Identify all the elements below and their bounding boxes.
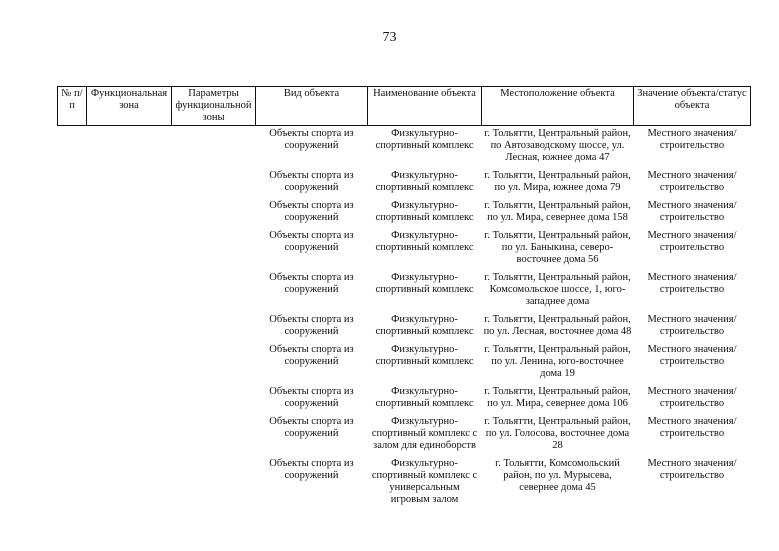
- cell-functional-zone: [87, 458, 172, 512]
- cell-functional-zone: [87, 416, 172, 458]
- header-object-type: Вид объекта: [256, 87, 368, 126]
- table-row: [58, 386, 751, 416]
- cell-number: [58, 200, 87, 230]
- cell-number: [58, 416, 87, 458]
- header-object-location: Местоположение объекта: [482, 87, 634, 126]
- table-row: [58, 230, 751, 272]
- cell-object-status: Местного значения/ строительство: [647, 170, 737, 193]
- cell-number: [58, 314, 87, 344]
- table-row: [58, 272, 751, 314]
- cell-functional-zone: [87, 314, 172, 344]
- cell-object-status: Местного значения/ строительство: [647, 272, 737, 295]
- cell-number: [58, 126, 87, 171]
- header-object-status: Значение объекта/статус объекта: [634, 87, 751, 126]
- cell-zone-parameters: [172, 170, 256, 200]
- cell-object-name: Физкультурно-спортивный комплекс: [375, 272, 474, 295]
- cell-number: [58, 344, 87, 386]
- cell-object-type: Объекты спорта из сооружений: [269, 416, 354, 439]
- cell-functional-zone: [87, 272, 172, 314]
- cell-object-name: Физкультурно-спортивный комплекс: [375, 128, 474, 151]
- cell-object-status: Местного значения/ строительство: [647, 230, 737, 253]
- cell-object-type: Объекты спорта из сооружений: [269, 272, 354, 295]
- cell-object-status: Местного значения/ строительство: [647, 200, 737, 223]
- table-row: [58, 344, 751, 386]
- cell-object-type: Объекты спорта из сооружений: [269, 314, 354, 337]
- cell-number: [58, 272, 87, 314]
- cell-object-name: Физкультурно-спортивный комплекс: [375, 314, 474, 337]
- table-row: [58, 458, 751, 512]
- header-zone-parameters: Параметры функциональной зоны: [172, 87, 256, 126]
- cell-zone-parameters: [172, 200, 256, 230]
- cell-zone-parameters: [172, 230, 256, 272]
- cell-object-type: Объекты спорта из сооружений: [269, 200, 354, 223]
- cell-zone-parameters: [172, 458, 256, 512]
- cell-object-status: Местного значения/ строительство: [647, 128, 737, 151]
- cell-functional-zone: [87, 386, 172, 416]
- cell-zone-parameters: [172, 344, 256, 386]
- cell-object-type: Объекты спорта из сооружений: [269, 128, 354, 151]
- cell-number: [58, 170, 87, 200]
- cell-object-name: Физкультурно-спортивный комплекс: [375, 170, 474, 193]
- cell-object-type: Объекты спорта из сооружений: [269, 344, 354, 367]
- cell-object-type: Объекты спорта из сооружений: [269, 386, 354, 409]
- cell-object-location: г. Тольятти, Центральный район, по ул. Мира, севернее дома 106: [484, 386, 631, 409]
- cell-object-location: г. Тольятти, Центральный район, по Автозаводскому шоссе, ул. Лесная, южнее дома 47: [484, 128, 631, 163]
- cell-object-location: г. Тольятти, Комсомольский район, по ул. Мурысева, севернее дома 45: [495, 458, 620, 493]
- header-functional-zone: Функциональная зона: [87, 87, 172, 126]
- table-row: [58, 416, 751, 458]
- page-number: 73: [382, 30, 397, 45]
- cell-object-name: Физкультурно-спортивный комплекс: [375, 344, 474, 367]
- cell-object-type: Объекты спорта из сооружений: [269, 230, 354, 253]
- header-number: № п/п: [58, 87, 87, 126]
- table-row: [58, 200, 751, 230]
- cell-zone-parameters: [172, 126, 256, 171]
- cell-functional-zone: [87, 200, 172, 230]
- cell-object-name: Физкультурно-спортивный комплекс: [375, 200, 474, 223]
- cell-object-status: Местного значения/ строительство: [647, 458, 737, 481]
- table-header: [58, 87, 751, 126]
- objects-table: [57, 86, 751, 512]
- cell-object-type: Объекты спорта из сооружений: [269, 458, 354, 481]
- cell-object-status: Местного значения/ строительство: [647, 344, 737, 367]
- cell-object-name: Физкультурно-спортивный комплекс: [375, 230, 474, 253]
- table-body: [58, 126, 751, 513]
- table-row: [58, 170, 751, 200]
- cell-object-location: г. Тольятти, Центральный район, по ул. Мира, севернее дома 158: [484, 200, 631, 223]
- cell-object-status: Местного значения/ строительство: [647, 386, 737, 409]
- cell-object-name: Физкультурно-спортивный комплекс: [375, 386, 474, 409]
- cell-functional-zone: [87, 230, 172, 272]
- table-row: [58, 314, 751, 344]
- cell-zone-parameters: [172, 416, 256, 458]
- cell-functional-zone: [87, 344, 172, 386]
- table-row: [58, 126, 751, 171]
- cell-number: [58, 458, 87, 512]
- cell-functional-zone: [87, 126, 172, 171]
- cell-object-location: г. Тольятти, Центральный район, по ул. Баныкина, северо-восточнее дома 56: [484, 230, 631, 265]
- cell-object-type: Объекты спорта из сооружений: [269, 170, 354, 193]
- cell-object-location: г. Тольятти, Центральный район, по ул. Мира, южнее дома 79: [484, 170, 631, 193]
- cell-object-name: Физкультурно-спортивный комплекс с залом для единоборств: [371, 416, 478, 451]
- cell-object-status: Местного значения/ строительство: [647, 314, 737, 337]
- cell-zone-parameters: [172, 314, 256, 344]
- cell-functional-zone: [87, 170, 172, 200]
- cell-object-location: г. Тольятти, Центральный район, Комсомольское шоссе, 1, юго-западнее дома: [484, 272, 631, 307]
- objects-table-container: [57, 86, 750, 512]
- cell-number: [58, 386, 87, 416]
- header-object-name: Наименование объекта: [368, 87, 482, 126]
- cell-object-location: г. Тольятти, Центральный район, по ул. Голосова, восточнее дома 28: [484, 416, 631, 451]
- cell-object-location: г. Тольятти, Центральный район, по ул. Ленина, юго-восточнее дома 19: [484, 344, 631, 379]
- cell-zone-parameters: [172, 272, 256, 314]
- cell-zone-parameters: [172, 386, 256, 416]
- cell-object-location: г. Тольятти, Центральный район, по ул. Лесная, восточнее дома 48: [483, 314, 632, 337]
- cell-number: [58, 230, 87, 272]
- cell-object-name: Физкультурно-спортивный комплекс с универсальным игровым залом: [371, 458, 478, 505]
- cell-object-status: Местного значения/ строительство: [647, 416, 737, 439]
